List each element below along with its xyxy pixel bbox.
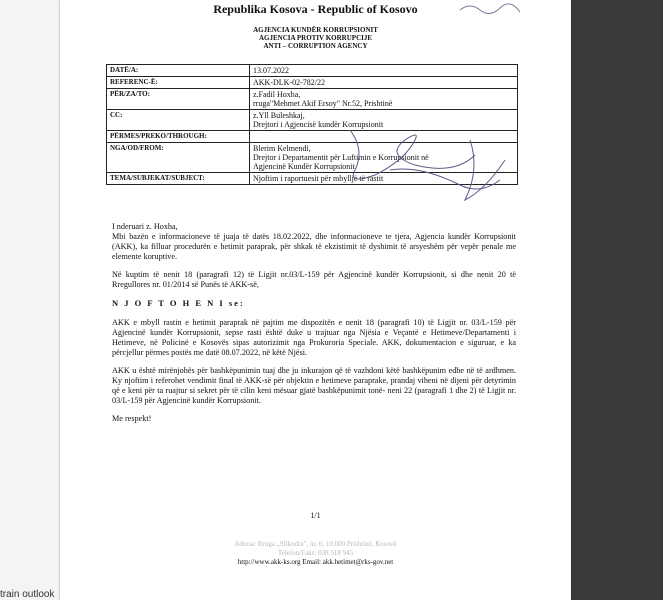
- ref-value: Blerim Kelmendi, Drejtor i Departamentit për Luftimin e Korrupsionit në Agjencinë Kundër Korrupsionit: [250, 143, 518, 173]
- paragraph: AKK e mbyll rastin e hetimit paraprak në pajtim me dispozitën e nenit 18 (paragrafi 10) të Ligjit nr. 03/L-159 për Agjencinë kundër Korrupsionit, sepse rasti është duke u trajtuar nga Njësia e Veçantë e Hetimeve/Departamenti i Hetimeve, në Policinë e Kosovës sipas autorizimit nga Prokuroria Speciale. AKK, dokumentacion e siguruar, e ka përcjellur përmes postës me datë 08.07.2022, në këtë Njësi.: [112, 318, 516, 357]
- notify-heading: N J O F T O H E N I se:: [112, 298, 245, 308]
- footer-links: http://www.akk-ks.org Email: akk.hetimet@rks-gov.net: [237, 558, 394, 566]
- ref-label: NGA/OD/FROM:: [107, 143, 250, 173]
- ref-label: PËRMES/PREKO/THROUGH:: [107, 131, 250, 143]
- signature-icon: [330, 120, 530, 220]
- paragraph: AKK u është mirënjohës për bashkëpunimin tuaj dhe ju inkurajon që të vazhdoni këtë bashkëpunim edhe në të ardhmen. Ky njoftim i referohet vendimit final të AKK-së për objektin e hetimeve paraprake, prandaj viheni në dijeni për detyrimin që e keni për ta ruajtur si sekret për të cilin keni mësuar gjatë bashkëpunimit tonë- neni 22 (paragrafi 1 dhe 2) të Ligjit nr. 03/L-159 për Agjencinë kundër Korrupsionit.: [112, 366, 516, 405]
- right-background: [571, 0, 663, 600]
- ref-label: DATË/A:: [107, 65, 250, 77]
- table-row: [107, 77, 518, 89]
- salutation: I nderuari z. Hoxha,: [112, 222, 178, 231]
- ref-value: z.Yll Buleshkaj, Drejtori i Agjencisë kundër Korrupsionit: [250, 110, 518, 131]
- footer: [60, 540, 571, 567]
- letter-body: [112, 222, 516, 432]
- left-background: [0, 0, 60, 600]
- agency-line: AGJENCIA KUNDËR KORRUPSIONIT: [253, 26, 378, 34]
- ref-label: REFERENC-Ë:: [107, 77, 250, 89]
- footer-address: Adresa: Rruga „Sllkodra", nr. 6, 10.000 Prishtinë, Kosovë: [234, 540, 397, 548]
- page-title: Republika Kosova - Republic of Kosovo: [213, 2, 418, 16]
- footer-phone: Telefon/Faks: 038 518 945: [277, 549, 354, 557]
- table-row: [107, 89, 518, 110]
- agency-line: ANTI – CORRUPTION AGENCY: [263, 42, 368, 50]
- ref-label: CC:: [107, 110, 250, 131]
- ref-value: Njoftim i raportuesit për mbylljë të rastit: [250, 173, 518, 185]
- background-partial-text: train outlook: [0, 589, 55, 600]
- stamp-scribble-icon: [390, 0, 530, 22]
- agency-line: AGJENCIA PROTIV KORRUPCIJE: [258, 34, 373, 42]
- ref-value: z.Fadil Hoxha, rruga"Mehmet Akif Ersoy" Nr.52, Prishtinë: [250, 89, 518, 110]
- paragraph: Mbi bazën e informacioneve të juaja të datës 18.02.2022, dhe informacioneve te tjera, Agjencia kundër Korrupsionit (AKK), ka filluar procedurën e hetimit paraprak, për shkak të ekzistimit të dyshimit të arsyeshëm për vepër penale me elemente koruptive.: [112, 232, 516, 261]
- ref-label: PËR/ZA/TO:: [107, 89, 250, 110]
- closing: Me respekt!: [112, 414, 152, 423]
- document-page[interactable]: [60, 0, 571, 600]
- ref-value: 13.07.2022: [250, 65, 518, 77]
- ref-label: TEMA/SUBJEKAT/SUBJECT:: [107, 173, 250, 185]
- page-number: 1/1: [310, 511, 321, 520]
- table-row: [107, 65, 518, 77]
- ref-value: AKK-DLK-02-782/22: [250, 77, 518, 89]
- agency-header: [60, 26, 571, 50]
- paragraph: Në kuptim të nenit 18 (paragrafi 12) të Ligjit nr.03/L-159 për Agjencinë kundër Korrupsionit, si dhe nenit 20 të Rregullores nr. 01/2014 së Punës të AKK-së,: [112, 270, 516, 289]
